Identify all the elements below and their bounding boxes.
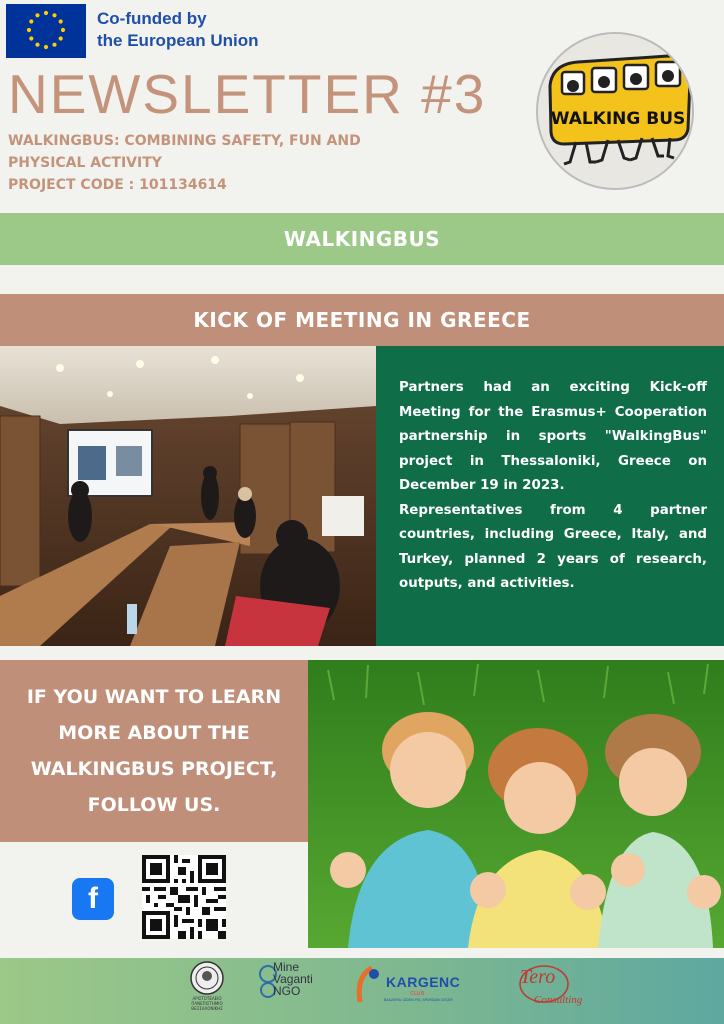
mv-line2: Vaganti bbox=[273, 972, 313, 986]
meeting-paragraph-2: Representatives from 4 partner countries, including Greece, Italy, and Turkey, planned 2 years of research, outputs, and activities. bbox=[399, 502, 707, 591]
kickoff-banner bbox=[0, 294, 724, 346]
newsletter-title: NEWSLETTER #3 bbox=[8, 63, 487, 125]
tero-sub: Consulting bbox=[534, 994, 583, 1006]
auth-university-logo bbox=[188, 960, 226, 996]
partners-footer bbox=[0, 958, 724, 1024]
kids-photo bbox=[308, 660, 724, 948]
logo-text: WALKING BUS bbox=[550, 109, 686, 129]
meeting-paragraph-1: Partners had an exciting Kick-off Meeting for the Erasmus+ Cooperation partnership in sports "WalkingBus" project in Thessaloniki, Greece on December 19 in 2023. bbox=[399, 380, 707, 493]
follow-us-box bbox=[0, 660, 308, 842]
newsletter-subtitle bbox=[8, 130, 428, 196]
mine-vaganti-text bbox=[273, 961, 313, 997]
meeting-description bbox=[376, 346, 724, 646]
subtitle-line1: WALKINGBUS: COMBINING SAFETY, FUN AND bbox=[8, 133, 361, 149]
auth-university-label: ΑΡΙΣΤΟΤΕΛΕΙΟ ΠΑΝΕΠΙΣΤΗΜΙΟ ΘΕΣΣΑΛΟΝΙΚΗΣ bbox=[191, 996, 223, 1011]
eu-cofunded-text bbox=[97, 8, 259, 52]
walkingbus-logo bbox=[536, 32, 694, 190]
project-code: PROJECT CODE : 101134614 bbox=[8, 177, 227, 193]
mv-line1: Mine bbox=[273, 960, 300, 974]
eu-flag-icon bbox=[6, 4, 86, 58]
qr-code-icon[interactable] bbox=[142, 855, 226, 939]
mv-line3: NGO bbox=[273, 984, 301, 998]
kargenc-club: CLUB bbox=[410, 991, 425, 997]
walkingbus-banner-label: WALKINGBUS bbox=[283, 227, 441, 251]
tero-name: Tero bbox=[520, 966, 556, 988]
kargenc-logo-icon bbox=[352, 966, 382, 1006]
facebook-icon[interactable] bbox=[72, 878, 114, 920]
kargenc-tagline: BAŞARIYA GİDEN YOL SPORDAN GEÇER bbox=[384, 998, 453, 1002]
kargenc-name: KARGENC bbox=[386, 974, 461, 990]
subtitle-line2: PHYSICAL ACTIVITY bbox=[8, 155, 162, 171]
facebook-glyph: f bbox=[88, 882, 98, 915]
follow-us-text: IF YOU WANT TO LEARN MORE ABOUT THE WALKINGBUS PROJECT, FOLLOW US. bbox=[26, 686, 282, 816]
meeting-photo bbox=[0, 346, 376, 646]
eu-line2: the European Union bbox=[97, 31, 259, 50]
eu-line1: Co-funded by bbox=[97, 9, 207, 28]
kickoff-banner-label: KICK OF MEETING IN GREECE bbox=[193, 308, 531, 332]
walkingbus-banner bbox=[0, 213, 724, 265]
